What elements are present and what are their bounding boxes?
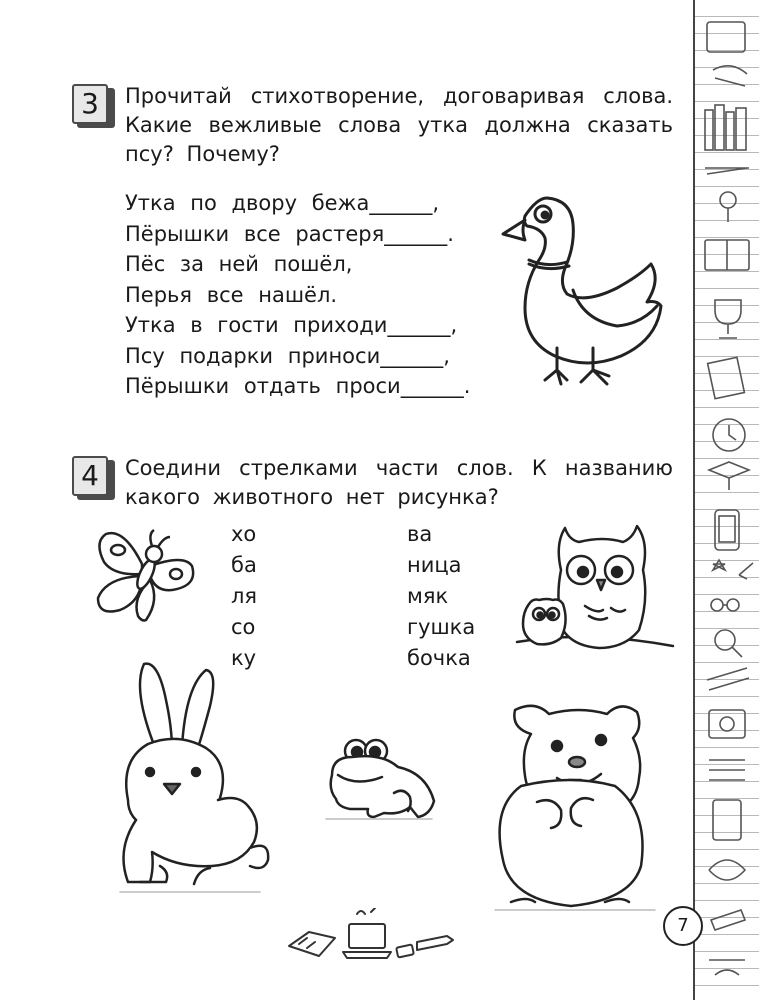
syllables-left-column	[231, 519, 257, 674]
poem-line: Пёс за ней пошёл,	[125, 252, 353, 276]
syllable-right: бочка	[407, 646, 471, 670]
duck-icon	[495, 190, 675, 400]
task-4-badge	[72, 456, 116, 500]
notebook-doodle-strip	[693, 0, 759, 1000]
syllable-right: ва	[407, 522, 433, 546]
task-3-question	[125, 82, 673, 169]
task-3-question-line: Прочитай стихотворение, договаривая слова.	[125, 84, 673, 108]
syllable-left: ля	[231, 584, 258, 608]
poem	[125, 188, 470, 402]
poem-line: Пёрышки все растеря______.	[125, 221, 454, 246]
syllable-right: мяк	[407, 584, 449, 608]
poem-line: Пёрышки отдать проси______.	[125, 374, 471, 398]
frog-icon	[322, 735, 437, 825]
syllable-left: ба	[231, 553, 257, 577]
task-3-number: 3	[72, 84, 108, 124]
hamster-icon	[485, 690, 665, 915]
rabbit-icon	[100, 660, 285, 895]
page-number: 7	[663, 906, 703, 946]
syllables-right-column	[407, 519, 475, 674]
poem-line: Утка в гости приходи______,	[125, 313, 458, 337]
task-4-question: Соедини стрелками части слов. К названию какого животного нет рисунка?	[125, 456, 673, 509]
butterfly-icon	[92, 524, 202, 624]
task-3-question-line: псу? Почему?	[125, 142, 280, 166]
owls-icon	[515, 520, 675, 660]
school-supplies-icon	[285, 908, 460, 968]
syllable-right: ница	[407, 553, 462, 577]
syllable-left: со	[231, 615, 256, 639]
syllable-left: ку	[231, 646, 257, 670]
task-3-badge	[72, 84, 116, 128]
syllable-left: хо	[231, 522, 257, 546]
task-4-number: 4	[72, 456, 108, 496]
poem-line: Утка по двору бежа______,	[125, 191, 440, 215]
poem-line: Псу подарки приноси______,	[125, 343, 450, 368]
syllable-right: гушка	[407, 615, 476, 639]
school-doodles-icon	[695, 0, 759, 1000]
poem-line: Перья все нашёл.	[125, 282, 338, 307]
task-3-question-line: Какие вежливые слова утка должна сказать	[125, 113, 673, 137]
